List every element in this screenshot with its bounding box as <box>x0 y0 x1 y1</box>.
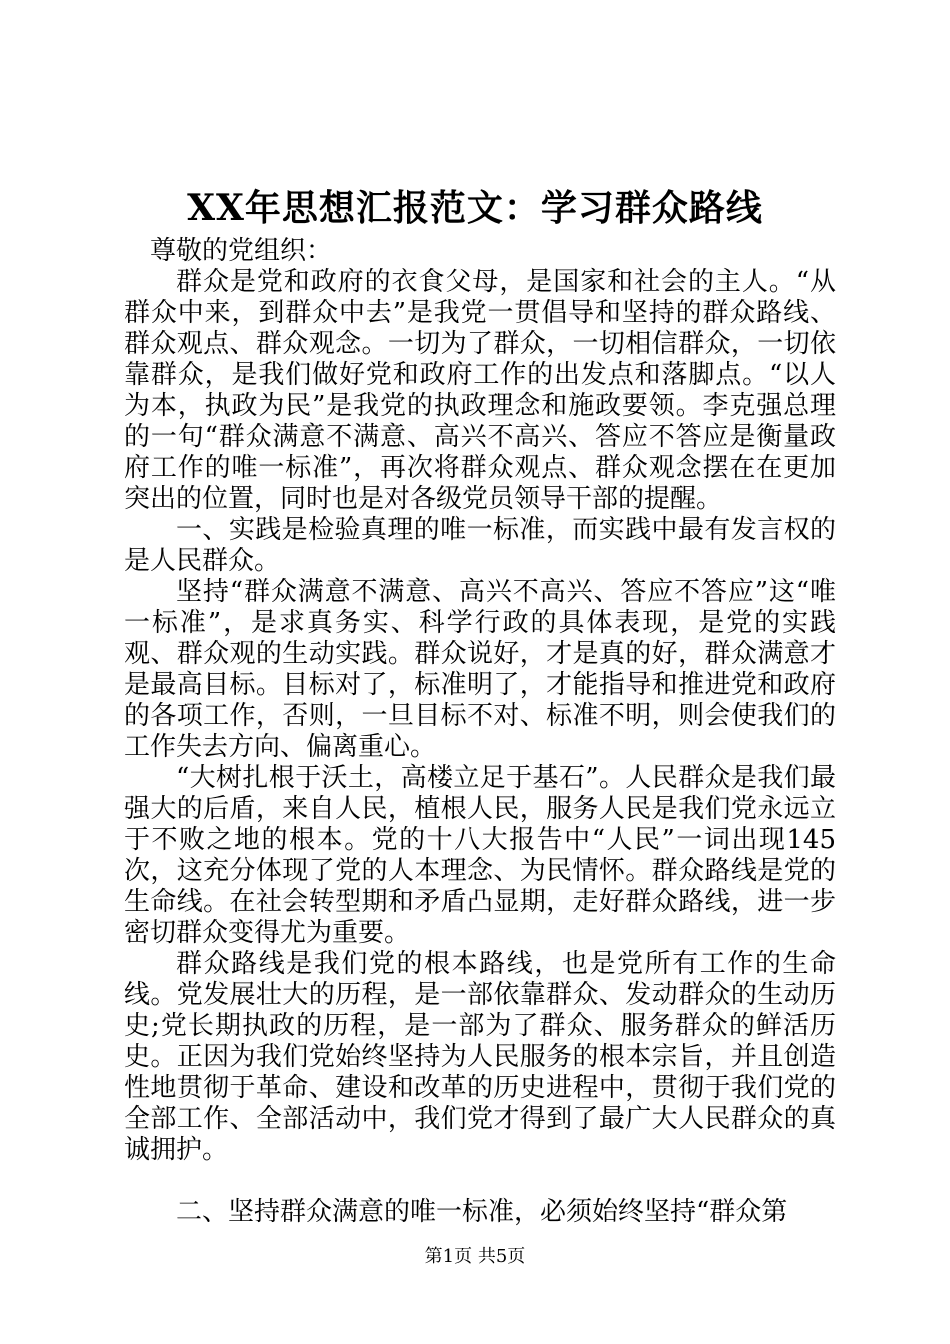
document-body <box>124 236 836 1228</box>
paragraph: 坚持“群众满意不满意、高兴不高兴、答应不答应”这“唯一标准”，是求真务实、科学行政的具体表现，是党的实践观、群众观的生动实践。群众说好，才是真的好，群众满意才是最高目标。目标对了，标准明了，才能指导和推进党和政府的各项工作，否则，一旦目标不对、标准不明，则会使我们的工作失去方向、偏离重心。 <box>124 577 836 762</box>
section-heading: 一、实践是检验真理的唯一标准，而实践中最有发言权的是人民群众。 <box>124 515 836 576</box>
paragraph: 群众是党和政府的衣食父母，是国家和社会的主人。“从群众中来，到群众中去”是我党一贯倡导和坚持的群众路线、群众观点、群众观念。一切为了群众，一切相信群众，一切依靠群众，是我们做好党和政府工作的出发点和落脚点。“以人为本，执政为民”是我党的执政理念和施政要领。李克强总理的一句“群众满意不满意、高兴不高兴、答应不答应是衡量政府工作的唯一标准”，再次将群众观点、群众观念摆在在更加突出的位置，同时也是对各级党员领导干部的提醒。 <box>124 267 836 514</box>
paragraph: 群众路线是我们党的根本路线，也是党所有工作的生命线。党发展壮大的历程，是一部依靠群众、发动群众的生动历史;党长期执政的历程，是一部为了群众、服务群众的鲜活历史。正因为我们党始终坚持为人民服务的根本宗旨，并且创造性地贯彻于革命、建设和改革的历史进程中，贯彻于我们党的全部工作、全部活动中，我们党才得到了最广大人民群众的真诚拥护。 <box>124 949 836 1165</box>
page-number-footer: 第1页 共5页 <box>424 1246 526 1267</box>
section-heading: 二、坚持群众满意的唯一标准，必须始终坚持“群众第 <box>176 1197 788 1227</box>
document-title: XX年思想汇报范文：学习群众路线 <box>187 187 763 229</box>
salutation: 尊敬的党组织： <box>150 236 333 266</box>
paragraph: “大树扎根于沃土，高楼立足于基石”。人民群众是我们最强大的后盾，来自人民，植根人民，服务人民是我们党永远立于不败之地的根本。党的十八大报告中“人民”一词出现145次，这充分体现了党的人本理念、为民情怀。群众路线是党的生命线。在社会转型期和矛盾凸显期，走好群众路线，进一步密切群众变得尤为重要。 <box>124 763 836 948</box>
